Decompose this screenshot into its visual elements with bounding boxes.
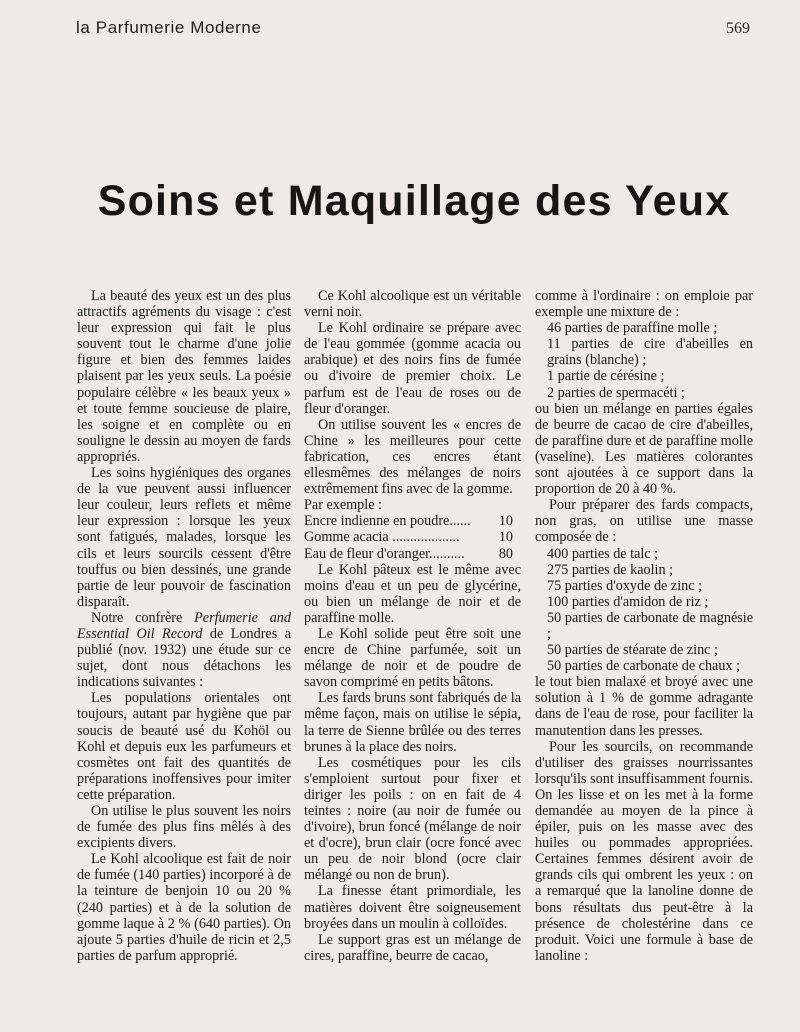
formula-item: 11 parties de cire d'abeilles en grains (blanche) ; <box>547 336 753 369</box>
article-title: Soins et Maquillage des Yeux <box>97 176 731 225</box>
formula-item: 1 partie de cérésine ; <box>547 368 665 385</box>
paragraph: On utilise le plus souvent les noirs de fumée des plus fins mêlés à des excipients divers. <box>77 803 291 852</box>
paragraph <box>77 610 291 690</box>
paragraph: Le Kohl solide peut être soit une encre de Chine parfumée, soit un mélange de noir et de poudre de savon comprimé en petits bâtons. <box>304 625 521 691</box>
column-2 <box>304 288 521 964</box>
paragraph: Les fards bruns sont fabriqués de la même façon, mais on utilise le sépia, la terre de Sienne brûlée ou des terres brunes à la place des noirs. <box>304 690 521 755</box>
paragraph: Le support gras est un mélange de cires, paraffine, beurre de cacao, <box>304 931 521 964</box>
paragraph: Le Kohl alcoolique est fait de noir de fumée (140 parties) incorporé à de la teinture de benjoin 10 ou 20 % (240 parties) et à de la solution de gomme laque à 2 % (640 parties). On ajoute 5 parties d'huile de ricin et 2,5 parties de parfum approprié. <box>77 851 291 964</box>
paragraph: Ce Kohl alcoolique est un véritable verni noir. <box>304 288 521 321</box>
paragraph: On utilise souvent les « encres de Chine » les meilleures pour cette fabrication, ces encres étant ellesmêmes des mélanges de noirs extrêmement fins avec de la gomme. <box>304 416 521 498</box>
paragraph-text: de Londres a publié (nov. 1932) une étude sur ce sujet, dont nous détachons les indications suivantes : <box>77 625 291 691</box>
page-number: 569 <box>726 20 750 37</box>
formula-item: 46 parties de paraffine molle ; <box>547 320 718 337</box>
paragraph: Le Kohl ordinaire se prépare avec de l'eau gommée (gomme acacia ou arabique) et des noirs fins de fumée ou d'ivoire de premier choix. Le parfum est de l'eau de roses ou de fleur d'oranger. <box>304 320 521 417</box>
paragraph: comme à l'ordinaire : on emploie par exemple une mixture de : <box>535 288 753 321</box>
recipe-line <box>304 513 521 529</box>
recipe-quantity: 10 <box>498 529 513 546</box>
recipe-ingredient: Gomme acacia ................... <box>304 529 460 546</box>
formula-item: 50 parties de stéarate de zinc ; <box>547 642 718 659</box>
paragraph-text: Notre confrère <box>91 609 195 626</box>
paragraph: Pour les sourcils, on recommande d'utiliser des graisses nourrissantes lorsqu'ils sont insuffisamment fournis. On les lisse et on les met à la forme demandée au moyen de la pince à épiler, puis on les masse avec des huiles ou pommades appropriées. Certaines femmes désirent avoir de grands cils qui ombrent les yeux : on a remarqué que la lanoline donne de bons résultats dus peut-être à la présence de cholestérine dans ce produit. Voici une formule à base de lanoline : <box>535 738 753 964</box>
formula-item: 75 parties d'oxyde de zinc ; <box>547 577 703 594</box>
paragraph: La beauté des yeux est un des plus attractifs agréments du visage : c'est leur expression qui fait le plus souvent tout le charme d'une jolie figure et bien des femmes laides plaisent par les yeux seuls. La poésie populaire célèbre « les beaux yeux » et toute femme soucieuse de plaire, les soigne et en complète ou en souligne le dessin au moyen de fards appropriés. <box>77 288 291 465</box>
source-title: Perfumerie and Essential Oil Record <box>77 609 291 642</box>
paragraph: La finesse étant primordiale, les matières doivent être soigneusement broyées dans un moulin à colloïdes. <box>304 883 521 932</box>
column-1 <box>77 288 291 964</box>
formula-item: 50 parties de carbonate de magnésie ; <box>547 609 753 642</box>
recipe-line <box>304 546 521 562</box>
paragraph: le tout bien malaxé et broyé avec une solution à 1 % de gomme adragante dans de l'eau de rose, pour faciliter la manutention dans les presses. <box>535 674 753 739</box>
formula-item: 400 parties de talc ; <box>547 545 659 562</box>
formula-item: 275 parties de kaolin ; <box>547 561 674 578</box>
column-3 <box>535 288 753 964</box>
formula-item: 100 parties d'amidon de riz ; <box>547 593 709 610</box>
paragraph: Le Kohl pâteux est le même avec moins d'eau et un peu de glycérine, ou bien un mélange de noir et de paraffine molle. <box>304 561 521 626</box>
recipe-quantity: 10 <box>498 513 513 530</box>
running-title: la Parfumerie Moderne <box>76 18 262 37</box>
paragraph: Les cosmétiques pour les cils s'emploient surtout pour fixer et diriger les poils : on en fait de 4 teintes : noire (au noir de fumée ou d'ivoire), brun foncé (mélange de noir et d'ocre), brun clair (ocre foncé avec un peu de noir blond (ocre clair mélangé ou non de brun). <box>304 754 521 884</box>
recipe-quantity: 80 <box>498 545 513 562</box>
recipe-ingredient: Encre indienne en poudre...... <box>304 513 471 530</box>
paragraph: Les soins hygiéniques des organes de la vue peuvent aussi influencer leur couleur, leurs reflets et même leur expression : lorsque les yeux sont fatigués, malades, lorsque les cils et leurs sourcils cessent d'être touffus ou bien dessinés, une grande partie de leur pouvoir de fascination disparaît. <box>77 465 291 610</box>
paragraph: Pour préparer des fards compacts, non gras, on utilise une masse composée de : <box>535 497 753 546</box>
formula-item: 2 parties de spermacéti ; <box>547 384 685 401</box>
paragraph: ou bien un mélange en parties égales de beurre de cacao de cire d'abeilles, de paraffine dure et de paraffine molle (vaseline). Les matières colorantes sont ajoutées à ce support dans la proportion de 20 à 40 %. <box>535 400 753 498</box>
recipe-ingredient: Eau de fleur d'oranger.......... <box>304 545 465 562</box>
paragraph: Les populations orientales ont toujours, autant par hygiène que par soucis de beauté usé du Kohöl ou Kohl et depuis eux les parfumeurs et cosmètes ont fait des quantités de préparations inoffensives pour imiter cette préparation. <box>77 690 291 803</box>
formula-item: 50 parties de carbonate de chaux ; <box>547 658 741 675</box>
recipe-line <box>304 529 521 545</box>
paragraph: Par exemple : <box>304 497 383 514</box>
